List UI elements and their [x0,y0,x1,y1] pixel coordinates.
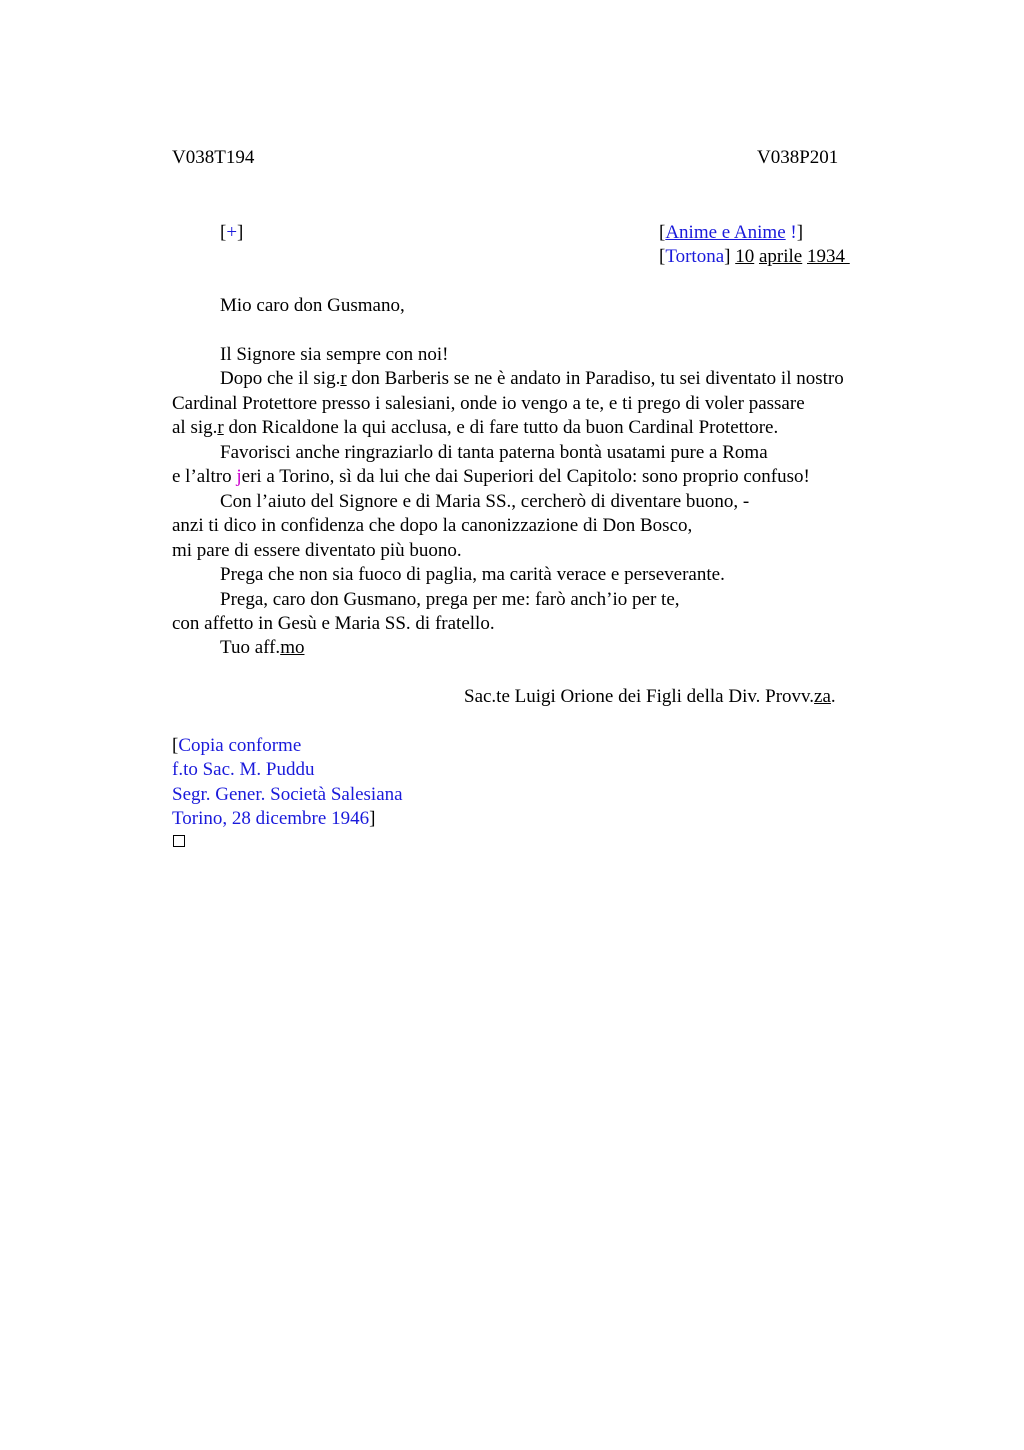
body-line-6 [172,465,810,489]
end-marker-square-icon [173,835,185,847]
highlighted-letter: j [236,466,242,487]
body-line-2 [220,367,844,391]
place-name: Tortona [665,246,725,267]
abbrev-superscript: za [814,686,831,707]
text-segment: e l’altro [172,466,237,487]
note-text: Torino, 28 dicembre 1946 [172,808,370,829]
date-month: aprile [758,246,803,267]
cross-marker [220,221,243,245]
text-segment: don Barberis se ne è andato in Paradiso, tu sei diventato il nostro [346,368,844,389]
bracket-close: ] [237,222,244,243]
closing [220,636,304,660]
title-exclamation: ! [785,222,797,243]
text-segment: Sac.te Luigi Orione dei Figli della Div. Provv. [464,686,815,707]
text-segment: eri a Torino, sì da lui che dai Superiori del Capitolo: sono proprio confuso! [241,466,810,487]
bracket-close: ] [796,222,804,243]
body-line-5: Favorisci anche ringraziarlo di tanta paterna bontà usatami pure a Roma [220,442,768,463]
bracket-open: [ [659,246,666,267]
abbrev-superscript: r [217,417,224,438]
text-segment: don Ricaldone la qui acclusa, e di fare tutto da buon Cardinal Protettore. [223,417,779,438]
text-segment: Dopo che il sig. [220,368,341,389]
text-segment: . [830,686,836,707]
body-line-3: Cardinal Protettore presso i salesiani, onde io vengo a te, e ti prego di voler passare [172,393,805,414]
body-line-8: anzi ti dico in confidenza che dopo la canonizzazione di Don Bosco, [172,515,693,536]
bracket-open: [ [659,222,666,243]
bracket-close: ] [369,808,376,829]
title-line [659,221,803,245]
document-code-left: V038T194 [172,147,255,168]
body-line-11: Prega, caro don Gusmano, prega per me: farò anch’io per te, [220,589,680,610]
note-line-4 [172,807,375,831]
date-year: 1934 [807,246,845,267]
body-line-7: Con l’aiuto del Signore e di Maria SS., cercherò di diventare buono, - [220,491,750,512]
date-day: 10 [735,246,755,267]
date-line [659,245,850,269]
bracket-close: ] [724,246,731,267]
page-code-right: V038P201 [757,147,839,168]
note-line-1 [172,734,301,758]
body-line-1: Il Signore sia sempre con noi! [220,344,449,365]
body-line-10: Prega che non sia fuoco di paglia, ma carità verace e perseverante. [220,564,725,585]
bracket-open: [ [220,222,227,243]
body-line-9: mi pare di essere diventato più buono. [172,540,462,561]
signature [464,685,836,709]
body-line-12: con affetto in Gesù e Maria SS. di fratello. [172,613,495,634]
bracket-open: [ [172,735,179,756]
salutation: Mio caro don Gusmano, [220,295,405,316]
note-text: Copia conforme [178,735,302,756]
abbrev-superscript: r [340,368,347,389]
note-line-3: Segr. Gener. Società Salesiana [172,784,403,805]
title-link[interactable]: Anime e Anime [665,222,786,243]
text-segment: al sig. [172,417,218,438]
body-line-4 [172,416,778,440]
cross-icon: + [226,222,238,243]
abbrev-superscript: mo [280,637,305,658]
text-segment: Tuo aff. [220,637,281,658]
note-line-2: f.to Sac. M. Puddu [172,759,315,780]
